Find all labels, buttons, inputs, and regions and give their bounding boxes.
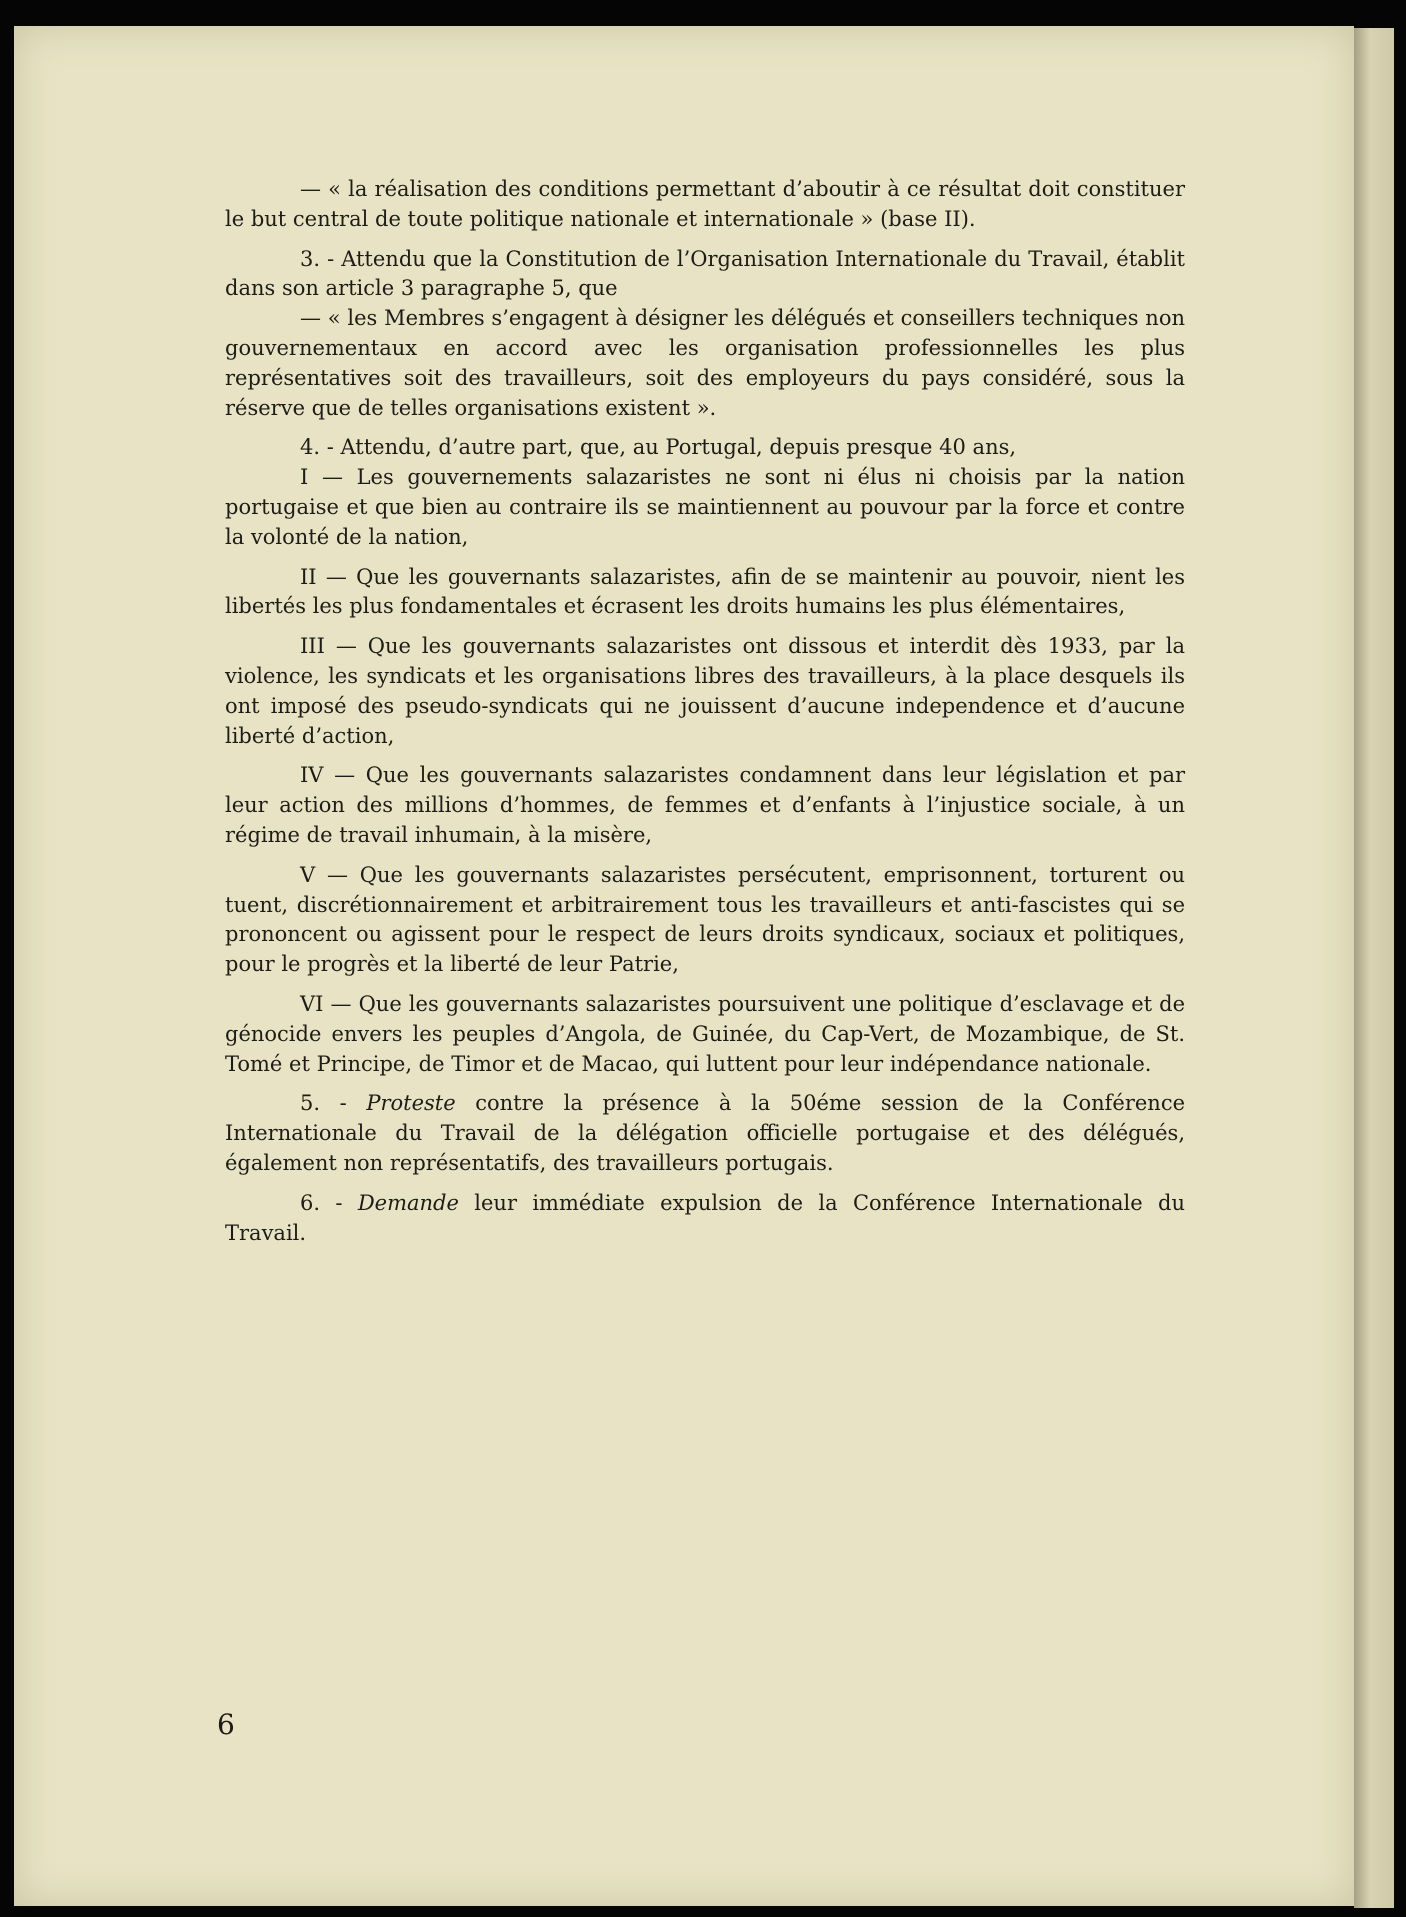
paragraph: I — Les gouvernements salazaristes ne sont ni élus ni choisis par la nation portugaise et que bien au contraire ils se maintiennent au pouvour par la force et contre la volonté de la nation, bbox=[225, 465, 1185, 549]
paragraph: — « les Membres s’engagent à désigner les délégués et conseillers techniques non gouvernementaux en accord avec les organisation professionnelles les plus représentatives soit des travailleurs, soit des employeurs du pays considéré, sous la réserve que de telles organisations existent ». bbox=[225, 306, 1185, 420]
emphasis: Proteste bbox=[366, 1091, 456, 1116]
page-number: 6 bbox=[217, 1708, 235, 1741]
paragraph: III — Que les gouvernants salazaristes ont dissous et interdit dès 1933, par la violence, les syndicats et les organisations libres des travailleurs, à la place desquels ils ont imposé des pseudo-syndicats qui ne jouissent d’aucune independence et d’aucune liberté d’action, bbox=[225, 634, 1185, 748]
item-number: 5. - bbox=[300, 1091, 367, 1116]
paragraph: — « la réalisation des conditions permettant d’aboutir à ce résultat doit constituer le but central de toute politique nationale et internationale » (base II). bbox=[225, 177, 1185, 231]
paragraph-text: contre la présence à la 50éme session de la Conférence Internationale du Travail de la délégation officielle portugaise et des délégués, également non représentatifs, des travailleurs portugais. bbox=[225, 1091, 1186, 1175]
paragraph: IV — Que les gouvernants salazaristes condamnent dans leur législation et par leur action des millions d’hommes, de femmes et d’enfants à l’injustice sociale, à un régime de travail inhumain, à la misère, bbox=[225, 763, 1185, 847]
paragraph: V — Que les gouvernants salazaristes persécutent, emprisonnent, torturent ou tuent, discrétionnairement et arbitrairement tous les travailleurs et anti-fascistes qui se prononcent ou agissent pour le respect de leurs droits syndicaux, sociaux et politiques, pour le progrès et la liberté de leur Patrie, bbox=[225, 862, 1185, 977]
paragraph-text: leur immédiate expulsion de la Conférence Internationale du Travail. bbox=[225, 1190, 1185, 1245]
body-text bbox=[225, 175, 1185, 1258]
paragraph: VI — Que les gouvernants salazaristes poursuivent une politique d’esclavage et de génocide envers les peuples d’Angola, de Guinée, du Cap-Vert, de Mozambique, de St. Tomé et Principe, de Timor et de Macao, qui luttent pour leur indépendance nationale. bbox=[225, 991, 1185, 1076]
item-number: 6. - bbox=[300, 1190, 358, 1215]
paragraph: II — Que les gouvernants salazaristes, afin de se maintenir au pouvoir, nient les libertés les plus fondamentales et écrasent les droits humains les plus élémentaires, bbox=[225, 564, 1185, 619]
paragraph bbox=[225, 1189, 1185, 1249]
emphasis: Demande bbox=[357, 1190, 459, 1215]
paragraph: 4. - Attendu, d’autre part, que, au Portugal, depuis presque 40 ans, bbox=[300, 435, 1017, 460]
paragraph: 3. - Attendu que la Constitution de l’Organisation Internationale du Travail, établit dans son article 3 paragraphe 5, que bbox=[225, 246, 1185, 301]
page-edge bbox=[1354, 28, 1394, 1908]
paragraph bbox=[225, 1089, 1185, 1178]
